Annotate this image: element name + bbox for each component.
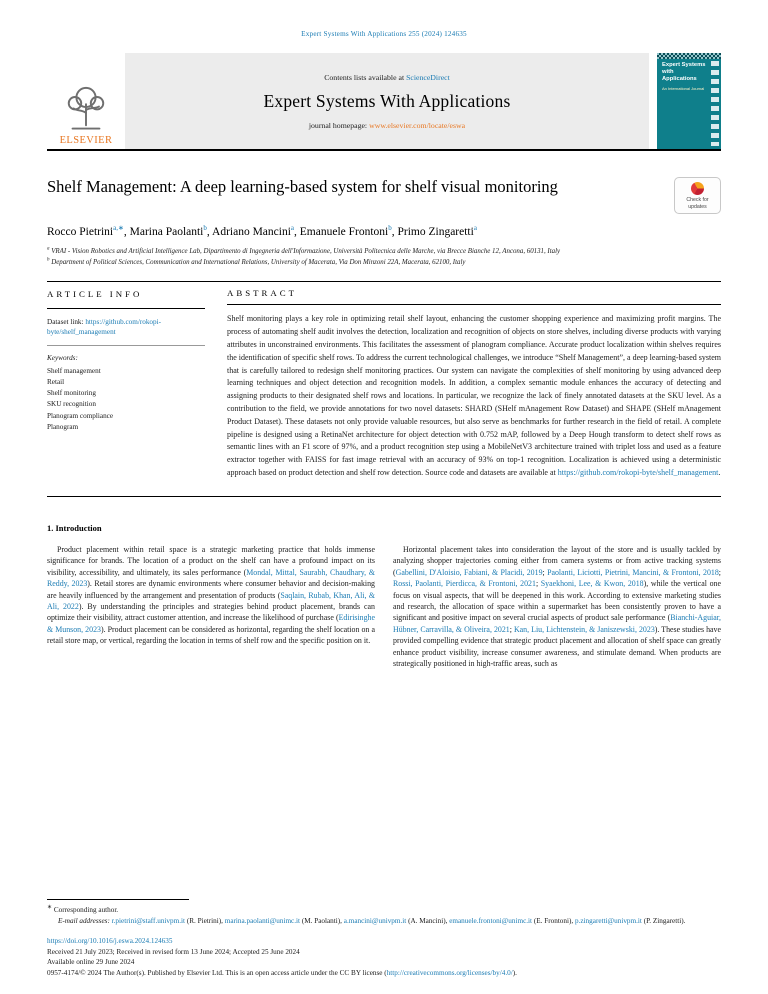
- text-run: ;: [509, 624, 514, 634]
- cover-squares-pattern: [711, 61, 719, 146]
- article-title: Shelf Management: A deep learning-based system for shelf visual monitoring: [47, 177, 558, 196]
- text-run: ,: [391, 226, 398, 238]
- article-info-abstract-section: [47, 281, 721, 496]
- footnote-separator: [47, 899, 189, 900]
- text-run: ,: [294, 226, 300, 238]
- keyword-item: Shelf monitoring: [47, 389, 96, 398]
- keywords-label: Keywords:: [47, 354, 78, 363]
- text-run: b: [47, 257, 50, 263]
- journal-banner: [47, 53, 721, 149]
- abstract-heading: ABSTRACT: [227, 282, 721, 305]
- citation-link[interactable]: Rossi, Paolanti, Pierdicca, & Frontoni, 2021: [393, 579, 536, 589]
- received-dates-line: Received 21 July 2023; Received in revised form 13 June 2024; Accepted 25 June 2024: [47, 947, 300, 956]
- contents-line: [324, 73, 450, 82]
- text-run: ∗: [47, 904, 53, 911]
- text-run: (R. Pietrini),: [185, 917, 225, 926]
- text-run: Primo Zingaretti: [397, 226, 474, 238]
- text-run: VRAI - Vision Robotics and Artificial Intelligence Lab, Dipartimento di Ingegneria dell'Informazione, Università Politecnica delle Marche, via Brecce Bianche 12, Ancona, 60131, Italy: [49, 248, 561, 255]
- text-run: ), while the vertical one focus on visual aspects, that will be deepened in this work. According to extensive marketing studies and research, the allocation of space within a supermarket has been consistently proven to have a significant and positive impact on several crucial aspects of product sale performance (: [393, 579, 722, 623]
- check-for-updates-badge[interactable]: [674, 177, 721, 214]
- text-run: ).: [512, 969, 517, 978]
- text-run: a: [290, 224, 295, 233]
- text-run: Rocco Pietrini: [47, 226, 114, 238]
- email-link[interactable]: a.mancini@univpm.it: [343, 917, 407, 926]
- text-run: .: [718, 467, 721, 477]
- title-row: [47, 177, 721, 214]
- text-run: ). These studies have provided compelling evidence that strategic product placement and allocation of shelf space can greatly enhance product visibility, increase consumer awareness, and stimulate demand. When products are strategically positioned in high-traffic areas, such as: [393, 624, 721, 669]
- citation-link[interactable]: Edirisinghe & Munson, 2023: [47, 613, 375, 634]
- keywords-list: [47, 366, 205, 433]
- text-run: ;: [718, 567, 721, 577]
- text-run: Shelf monitoring plays a key role in optimizing retail shelf layout, enhancing the customer shopping experience and maximizing profit margins. The process of automating shelf audit involves the detection, localization and recognition of objects on store shelves, including diverse products with varying attributes in unconstrained environments. This facilitates the assessment of planogram compliance. Accurate product localization within shelves requires the identification of specific shelf rows. To address the current technological challenges, we introduce “Shelf Management”, a deep learning-based system that is carefully tailored to redesign shelf monitoring practices. Our system can navigate the complexities of shelf monitoring by using advanced deep learning techniques and object detection and recognition models. In addition, a complex semantic module enhances the accuracy of detecting and assigning products to their designated shelf rows and locations. In particular, we recognize the lack of finely annotated datasets at the SKU level. As a contribution to the field, we provide annotations for two novel datasets: SHARD (SHelf mAnagement Row Dataset) and SHAPE (SHelf mAnagement Product Dataset). These datasets not only provide valuable resources, but also serve as benchmarks for further research in the field of retail. A complete pipeline is designed using a RetinaNet architecture for object detection with 0.752 mAP, followed by a Deep Hough transform to detect shelf rows as semantic lines with an F1 score of 97%, and a product recognition step using a MobileNetV3 architecture trained with triplet loss and used as a feature extractor together with FAISS for fast image retrieval with an accuracy of 93% on top-1 recognition. Localization is achieved using a deterministic approach based on product detection and shelf row detection. Source code and datasets are available at: [227, 314, 721, 477]
- text-run: b: [388, 224, 392, 233]
- text-run: a: [473, 224, 477, 233]
- journal-cover-thumbnail[interactable]: [657, 53, 721, 149]
- author-list: [47, 226, 721, 238]
- affiliations: [47, 247, 721, 268]
- text-run: E-mail addresses:: [58, 917, 112, 926]
- text-run: Adriano Mancini: [212, 226, 291, 238]
- doi-link[interactable]: https://doi.org/10.1016/j.eswa.2024.124635: [47, 936, 173, 945]
- keyword-item: Shelf management: [47, 366, 101, 375]
- elsevier-tree-icon: [63, 83, 109, 133]
- abstract-text: [227, 313, 721, 479]
- email-link[interactable]: marina.paolanti@unimc.it: [224, 917, 301, 926]
- dataset-link-line: [47, 317, 205, 347]
- homepage-prefix: journal homepage:: [308, 120, 370, 130]
- journal-citation-header: Expert Systems With Applications 255 (2024) 124635: [301, 30, 467, 38]
- text-run: Department of Political Sciences, Communication and International Relations, University of Macerata, Via Don Minzoni 22A, Macerata, 62100, Italy: [49, 258, 466, 266]
- check-for-updates-label: Check for updates: [686, 197, 709, 210]
- cover-checker-pattern: [657, 53, 721, 59]
- citation-link[interactable]: Paolanti, Liciotti, Pietrini, Mancini, & Frontoni, 2018: [547, 567, 719, 577]
- text-run: 0957-4174/© 2024 The Author(s). Published by Elsevier Ltd. This is an open access article under the CC BY license (: [47, 969, 387, 978]
- abstract-column: [227, 282, 721, 479]
- cc-license-link[interactable]: http://creativecommons.org/licenses/by/4.0/: [386, 969, 513, 978]
- elsevier-wordmark: ELSEVIER: [59, 135, 113, 146]
- elsevier-logo: [47, 53, 125, 149]
- text-run: Product placement within retail space is a strategic marketing practice that holds immense significance for brands. The location of a product on the shelf can have a profound impact on its visibility, accessibility, and ultimately, its sales performance (: [47, 544, 375, 577]
- banner-bottom-rule: [47, 149, 721, 151]
- text-run: ). By understanding the principles and strategies behind product placement, brands can optimize their visibility, attract customer attention, and increase the likelihood of purchase (: [47, 602, 376, 623]
- text-run: ;: [542, 567, 548, 577]
- citation-link[interactable]: Mondal, Mittal, Saurabh, Chaudhary, & Reddy, 2023: [47, 567, 375, 589]
- citation-link[interactable]: Bianchi-Aguiar, Hübner, Carravilla, & Oliveira, 2021: [393, 613, 721, 634]
- text-run: b: [203, 224, 207, 233]
- abstract-repo-link[interactable]: https://github.com/rokopi-byte/shelf_management: [557, 467, 719, 477]
- text-run: ). Retail stores are dynamic environments where consumer behavior and decision-making are heavily influenced by the arrangement and presentation of products (: [47, 579, 375, 600]
- dataset-link[interactable]: https://github.com/rokopi-byte/shelf_management: [47, 317, 161, 337]
- sciencedirect-link[interactable]: ScienceDirect: [406, 72, 450, 82]
- cover-subtitle: An International Journal: [662, 85, 705, 91]
- banner-center: [125, 53, 649, 149]
- section-heading-introduction: 1. Introduction: [47, 522, 102, 533]
- text-run: ). Product placement can be considered as horizontal, regarding the shelf location on a retail store map, or vertical, regarding the location in terms of shelf row and the specific position on it.: [47, 624, 375, 646]
- cover-title: Expert Systems with Applications: [662, 62, 706, 82]
- keyword-item: Planogram: [47, 422, 79, 431]
- email-addresses-line: [47, 916, 721, 927]
- copyright-line: [47, 968, 721, 979]
- affiliation-b: [47, 258, 721, 269]
- contents-prefix: Contents lists available at: [324, 72, 407, 82]
- affiliation-a: [47, 247, 721, 258]
- text-run: Emanuele Frontoni: [299, 226, 389, 238]
- text-run: a: [47, 246, 50, 252]
- body-columns: [47, 544, 721, 670]
- email-link[interactable]: emanuele.frontoni@unimc.it: [449, 917, 533, 926]
- text-run: (E. Frontoni),: [532, 917, 575, 926]
- keyword-item: SKU recognition: [47, 400, 96, 409]
- keyword-item: Retail: [47, 378, 65, 387]
- article-info-column: [47, 282, 205, 479]
- citation-link[interactable]: Kan, Liu, Lichtenstein, & Janiszewski, 2023: [513, 624, 655, 634]
- text-run: (P. Zingaretti).: [641, 917, 686, 926]
- article-info-heading: ARTICLE INFO: [47, 282, 205, 308]
- homepage-line: [309, 121, 465, 130]
- citation-link[interactable]: Gabellini, D'Aloisio, Fabiani, & Placidi, 2019: [395, 567, 543, 577]
- text-run: Dataset link:: [47, 317, 86, 326]
- email-link[interactable]: p.zingaretti@univpm.it: [574, 917, 642, 926]
- email-link[interactable]: r.pietrini@staff.univpm.it: [111, 917, 186, 926]
- journal-title: Expert Systems With Applications: [263, 90, 511, 111]
- introduction-section: [47, 523, 721, 670]
- crossmark-icon: [691, 182, 704, 195]
- text-run: Corresponding author.: [52, 906, 119, 915]
- text-run: ;: [535, 579, 541, 589]
- page-footer: [47, 899, 721, 979]
- intro-paragraph-right: [393, 544, 721, 670]
- text-run: Horizontal placement takes into consideration the layout of the store and is usually tackled by analyzing shopper trajectories coming either from camera systems or from active tracking systems (: [393, 544, 721, 577]
- citation-link[interactable]: Syaekhoni, Lee, & Kwon, 2018: [540, 579, 644, 589]
- text-run: ,: [123, 226, 130, 238]
- page-content: [47, 0, 721, 670]
- text-run: (A. Mancini),: [406, 917, 450, 926]
- available-online-line: Available online 29 June 2024: [47, 958, 135, 967]
- intro-paragraph-left: [47, 544, 375, 670]
- text-run: (M. Paolanti),: [300, 917, 344, 926]
- corresponding-author-note: [47, 905, 721, 916]
- journal-homepage-link[interactable]: www.elsevier.com/locate/eswa: [369, 120, 466, 130]
- keyword-item: Planogram compliance: [47, 411, 114, 420]
- text-run: Marina Paolanti: [129, 226, 204, 238]
- text-run: a,∗: [113, 224, 124, 233]
- citation-link[interactable]: Saqlain, Rubab, Khan, Ali, & Ali, 2022: [47, 590, 375, 612]
- text-run: ,: [206, 226, 213, 238]
